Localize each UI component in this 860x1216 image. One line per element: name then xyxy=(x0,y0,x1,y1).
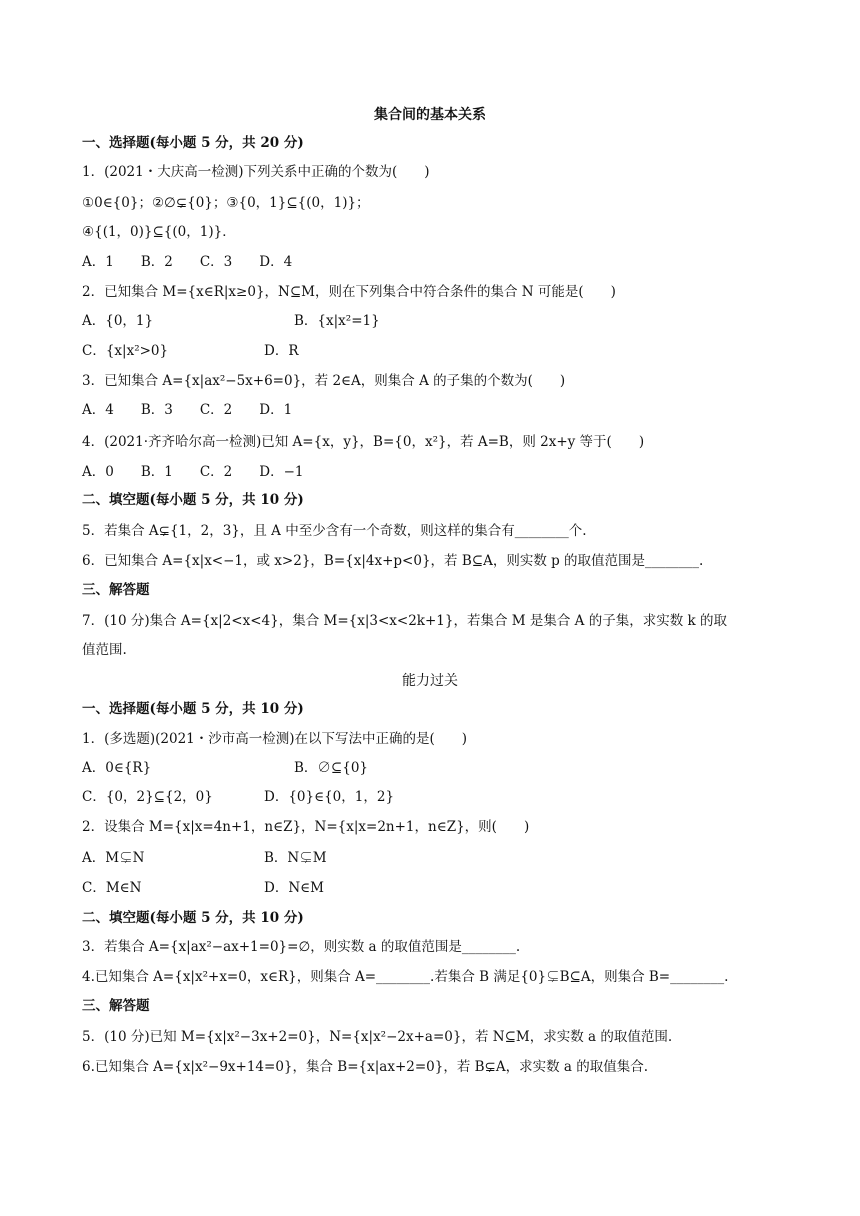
option-c: C．M∈N xyxy=(82,880,142,896)
question-4-options: A．0 B．1 C．2 D．−1 xyxy=(82,464,304,480)
section-heading: 三、解答题 xyxy=(82,582,150,598)
question-2-option-row xyxy=(82,311,380,331)
option-b: B．{x|x²=1} xyxy=(294,313,380,329)
question-7: 7．(10 分)集合 A={x|2<x<4}，集合 M={x|3<x<2k+1}，若集合 M 是集合 A 的子集，求实数 k 的取 xyxy=(82,613,727,629)
question-7-line-2: 值范围. xyxy=(82,642,127,658)
question-3: 3．若集合 A={x|ax²−ax+1=0}=∅，则实数 a 的取值范围是________. xyxy=(82,939,521,955)
section-heading: 二、填空题(每小题 5 分，共 10 分) xyxy=(82,492,304,508)
question-4: 4．(2021·齐齐哈尔高一检测)已知 A={x，y}，B={0，x²}，若 A=B，则 2x+y 等于( ) xyxy=(82,434,645,450)
document-title: 集合间的基本关系 xyxy=(374,107,486,123)
option-b: B．N⊊M xyxy=(264,850,327,866)
option-a: A．0∈{R} xyxy=(82,760,152,776)
question-2: 2．设集合 M={x|x=4n+1，n∈Z}，N={x|x=2n+1，n∈Z}，则( ) xyxy=(82,819,530,835)
question-5: 5．(10 分)已知 M={x|x²−3x+2=0}，N={x|x²−2x+a=0}，若 N⊆M，求实数 a 的取值范围. xyxy=(82,1029,673,1045)
question-1-option-row xyxy=(82,758,368,778)
option-a: A．M⊊N xyxy=(82,850,145,866)
question-1-line-2: ①0∈{0}；②∅⊊{0}；③{0，1}⊆{(0，1)}； xyxy=(82,195,370,211)
option-b: B．∅⊆{0} xyxy=(294,760,368,776)
question-1: 1．(2021・大庆高一检测)下列关系中正确的个数为( ) xyxy=(82,164,430,180)
question-2-option-row xyxy=(82,341,299,361)
question-6: 6．已知集合 A={x|x<−1，或 x>2}，B={x|4x+p<0}，若 B⊆A，则实数 p 的取值范围是________. xyxy=(82,553,704,569)
option-d: D．N∈M xyxy=(264,880,324,896)
question-4: 4.已知集合 A={x|x²+x=0，x∈R}，则集合 A=________.若集合 B 满足{0}⊊B⊆A，则集合 B=________. xyxy=(82,969,729,985)
question-3-options: A．4 B．3 C．2 D．1 xyxy=(82,402,293,418)
option-c: C．{x|x²>0} xyxy=(82,343,169,359)
question-1: 1．(多选题)(2021・沙市高一检测)在以下写法中正确的是( ) xyxy=(82,731,468,747)
question-2-option-row xyxy=(82,878,324,898)
question-1-option-row xyxy=(82,787,395,807)
question-5: 5．若集合 A⊊{1，2，3}，且 A 中至少含有一个奇数，则这样的集合有________个. xyxy=(82,523,587,539)
section-heading: 一、选择题(每小题 5 分，共 20 分) xyxy=(82,135,304,151)
question-3: 3．已知集合 A={x|ax²−5x+6=0}，若 2∈A，则集合 A 的子集的个数为( ) xyxy=(82,373,566,389)
option-c: C．{0，2}⊆{2，0} xyxy=(82,789,213,805)
option-d: D．R xyxy=(264,343,299,359)
question-2: 2．已知集合 M={x∈R|x≥0}，N⊆M，则在下列集合中符合条件的集合 N 可能是( ) xyxy=(82,284,616,300)
question-1-line-3: ④{(1，0)}⊆{(0，1)}． xyxy=(82,224,236,240)
option-d: D．{0}∈{0，1，2} xyxy=(264,789,395,805)
section-heading: 一、选择题(每小题 5 分，共 10 分) xyxy=(82,701,304,717)
question-6: 6.已知集合 A={x|x²−9x+14=0}，集合 B={x|ax+2=0}，若 B⊊A，求实数 a 的取值集合. xyxy=(82,1059,649,1075)
section-heading: 三、解答题 xyxy=(82,998,150,1014)
section-heading: 二、填空题(每小题 5 分，共 10 分) xyxy=(82,910,304,926)
question-2-option-row xyxy=(82,848,327,868)
section-title: 能力过关 xyxy=(402,673,458,689)
question-1-options: A．1 B．2 C．3 D．4 xyxy=(82,254,293,270)
option-a: A．{0，1} xyxy=(82,313,154,329)
